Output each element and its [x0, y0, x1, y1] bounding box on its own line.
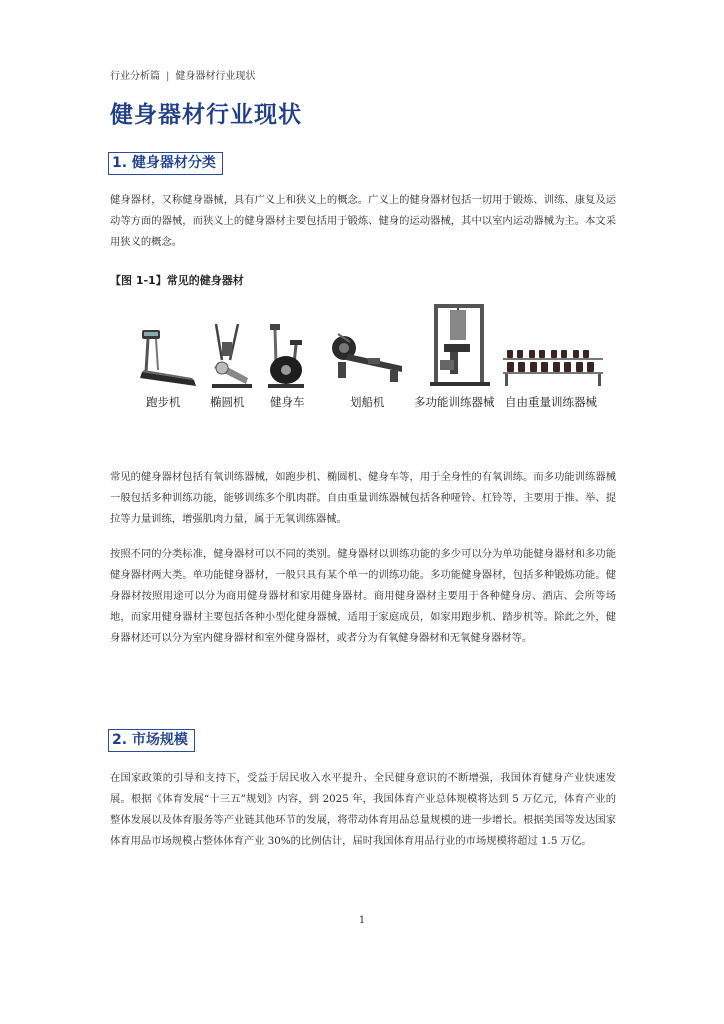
multi-gym-icon [428, 300, 492, 388]
equipment-label-treadmill: 跑步机 [146, 395, 181, 409]
paragraph-classification-standards: 按照不同的分类标准，健身器材可以不同的类别。健身器材以训练功能的多少可以分为单功能健身器材和多功能健身器材两大类。单功能健身器材，一般只具有某个单一的训练功能。多功能健身器材，包括多种锻炼功能。健身器材按照用途可以分为商用健身器材和家用健身器材。商用健身器材主要用于各种健身房、酒店、会所等场地，而家用健身器材主要包括各种小型化健身器械，适用于家庭成员，如家用跑步机、踏步机等。除此之外，健身器材还可以分为室内健身器材和室外健身器材，或者分为有氧健身器材和无氧健身器材等。 [110, 548, 616, 644]
paragraph-market-size: 在国家政策的引导和支持下，受益于居民收入水平提升、全民健身意识的不断增强，我国体育健身产业快速发展。根据《体育发展“十三五”规划》内容，到 2025 年，我国体育产业总体规模将达到 5 万亿元，体育产业的整体发展以及体育服务等产业链其他环节的发展，将带动体育用品总量规模的进一步增长。根据美国等发达国家体育用品市场规模占整体体育产业 30%的比例估计，届时我国体育用品行业的市场规模将超过 1.5 万亿。 [110, 772, 616, 847]
equipment-label-elliptical: 椭圆机 [210, 395, 245, 409]
section-heading-classification: 1. 健身器材分类 [108, 152, 223, 175]
page-number: 1 [358, 915, 366, 926]
paragraph-common-equipment: 常见的健身器材包括有氧训练器械，如跑步机、椭圆机、健身车等，用于全身性的有氧训练。而多功能训练器械一般包括多种训练功能，能够训练多个肌肉群。自由重量训练器械包括各种哑铃、杠铃等，主要用于推、举、提拉等力量训练，增强肌肉力量，属于无氧训练器械。 [110, 471, 616, 525]
equipment-label-exercise-bike: 健身车 [270, 395, 305, 409]
equipment-label-rowing-machine: 划船机 [350, 395, 385, 409]
rowing-machine-icon [330, 332, 406, 384]
paragraph-definition: 健身器材，又称健身器械，具有广义上和狭义上的概念。广义上的健身器材包括一切用于锻炼、训练、康复及运动等方面的器械，而狭义上的健身器材主要包括用于锻炼、健身的运动器械，其中以室内运动器械为主。本文采用狭义的概念。 [110, 194, 616, 248]
exercise-bike-icon [264, 322, 308, 392]
page-title: 健身器材行业现状 [110, 102, 302, 128]
elliptical-icon [208, 320, 256, 392]
header-section: 行业分析篇 [110, 71, 160, 82]
header-topic: 健身器材行业现状 [175, 71, 256, 82]
equipment-label-multi-gym: 多功能训练器械 [414, 395, 495, 409]
treadmill-icon [136, 328, 200, 390]
dumbbell-rack-icon [503, 346, 603, 386]
section-heading-market-size: 2. 市场规模 [108, 729, 195, 752]
equipment-label-dumbbell-rack: 自由重量训练器械 [505, 395, 597, 409]
figure-caption: 【图 1-1】常见的健身器材 [110, 274, 244, 287]
header-divider: | [166, 71, 170, 82]
page-header [110, 67, 255, 82]
equipment-figure [136, 300, 606, 415]
